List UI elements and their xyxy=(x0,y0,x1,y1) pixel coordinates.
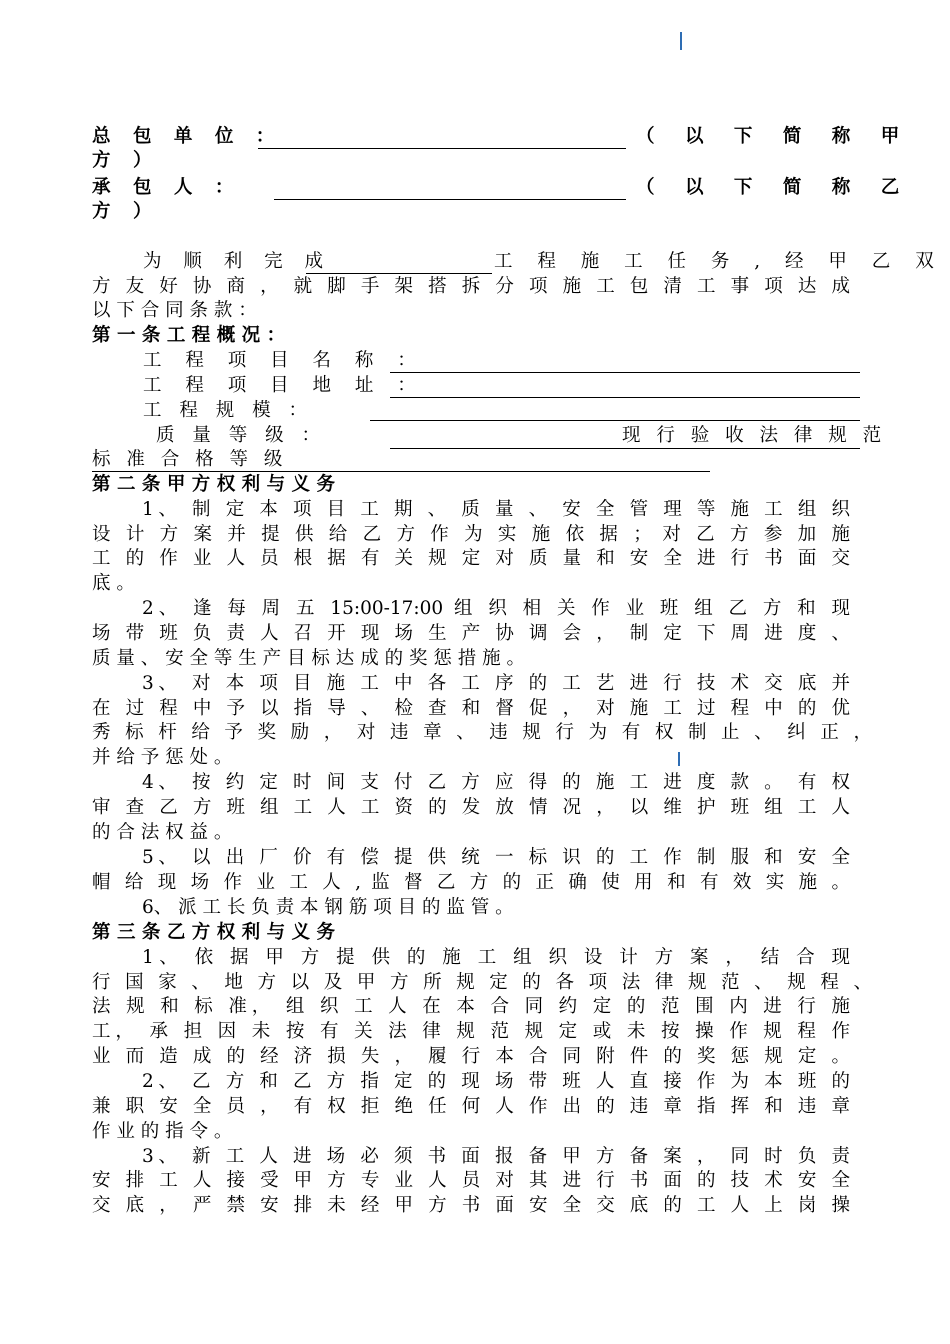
article3-title: 第 三 条 乙 方 权 利 与 义 务 xyxy=(92,922,335,943)
article2-line: 工 的 作 业 人 员 根 据 有 关 规 定 对 质 量 和 安 全 进 行 书 面 交 xyxy=(92,548,850,569)
article2-line: 质 量 、 安 全 等 生 产 目 标 达 成 的 奖 惩 措 施 。 xyxy=(92,648,525,669)
article2-line: 4、 按 约 定 时 间 支 付 乙 方 应 得 的 施 工 进 度 款 。 有 权 xyxy=(142,772,850,793)
project-scale-label: 工 程 规 模 ： xyxy=(143,400,314,421)
article2-line: 底 。 xyxy=(92,573,135,594)
contractor-field[interactable] xyxy=(258,128,626,149)
intro-line1-b: 工 程 施 工 任 务 , 经 甲 乙 双 xyxy=(494,251,944,272)
subcontractor-field[interactable] xyxy=(274,179,626,200)
article2-line: 5、 以 出 厂 价 有 偿 提 供 统 一 标 识 的 工 作 制 服 和 安 全 xyxy=(142,847,850,868)
article3-line: 法 规 和 标 准， 组 织 工 人 在 本 合 同 约 定 的 范 围 内 进 行 施 xyxy=(92,996,850,1017)
intro-line3: 以 下 合 同 条 款 ： xyxy=(92,300,257,321)
article2-line: 1、 制 定 本 项 目 工 期 、 质 量 、 安 全 管 理 等 施 工 组 织 xyxy=(142,499,850,520)
project-name-label: 工 程 项 目 名 称 ： xyxy=(143,350,425,371)
article2-line: 6、 派 工 长 负 责 本 钢 筋 项 目 的 监 管 。 xyxy=(142,897,514,918)
article1-title: 第 一 条 工 程 概 况 ： xyxy=(92,325,286,346)
article2-line: 的 合 法 权 益 。 xyxy=(92,822,233,843)
contractor-suffix: （ 以 下 简 称 甲 xyxy=(636,126,912,147)
contractor-label: 总 包 单 位 ： xyxy=(92,126,283,147)
article2-title: 第 二 条 甲 方 权 利 与 义 务 xyxy=(92,474,335,495)
article3-line: 行 国 家 、 地 方 以 及 甲 方 所 规 定 的 各 项 法 律 规 范 、 规 程 、 xyxy=(92,972,872,993)
article3-line: 作 业 的 指 令 。 xyxy=(92,1121,233,1142)
article3-line: 兼 职 安 全 员 ， 有 权 拒 绝 任 何 人 作 出 的 违 章 指 挥 和 违 章 xyxy=(92,1096,850,1117)
subcontractor-suffix-2: 方 ） xyxy=(92,201,160,222)
article2-line: 审 查 乙 方 班 组 工 人 工 资 的 发 放 情 况 ， 以 维 护 班 组 工 人 xyxy=(92,797,850,818)
quality-level-value: 现 行 验 收 法 律 规 范 xyxy=(622,425,887,446)
article3-line: 2、 乙 方 和 乙 方 指 定 的 现 场 带 班 人 直 接 作 为 本 班 的 xyxy=(142,1071,850,1092)
article3-line: 3、 新 工 人 进 场 必 须 书 面 报 备 甲 方 备 案 ， 同 时 负 责 xyxy=(142,1146,850,1167)
quality-level-label: 质 量 等 级 ： xyxy=(156,425,327,446)
article2-line: 3、 对 本 项 目 施 工 中 各 工 序 的 工 艺 进 行 技 术 交 底 并 xyxy=(142,673,850,694)
intro-line1-a: 为 顺 利 完 成 xyxy=(143,251,332,272)
subcontractor-suffix: （ 以 下 简 称 乙 xyxy=(636,177,912,198)
project-name-field[interactable] xyxy=(390,352,860,373)
quality-level-value-2: 标 准 合 格 等 级 xyxy=(92,449,288,470)
project-address-field[interactable] xyxy=(390,377,860,398)
article3-line: 工， 承 担 因 未 按 有 关 法 律 规 范 规 定 或 未 按 操 作 规 程 作 xyxy=(92,1021,850,1042)
article3-line: 安 排 工 人 接 受 甲 方 专 业 人 员 对 其 进 行 书 面 的 技 术 安 全 xyxy=(92,1170,850,1191)
article2-line: 并 给 予 惩 处 。 xyxy=(92,747,233,768)
project-address-label: 工 程 项 目 地 址 ： xyxy=(143,375,425,396)
quality-level-field-2[interactable] xyxy=(92,451,710,472)
subcontractor-label: 承 包 人 ： xyxy=(92,177,242,198)
article2-line: 帽 给 现 场 作 业 工 人 , 监 督 乙 方 的 正 确 使 用 和 有 效 实 施 。 xyxy=(92,872,850,893)
article3-line: 业 而 造 成 的 经 济 损 失 ， 履 行 本 合 同 附 件 的 奖 惩 规 定 。 xyxy=(92,1046,850,1067)
intro-line2: 方 友 好 协 商 ， 就 脚 手 架 搭 拆 分 项 施 工 包 清 工 事 项 达 成 xyxy=(92,276,850,297)
article2-line: 2、 逢 每 周 五 15:00-17:00 组 织 相 关 作 业 班 组 乙 方 和 现 xyxy=(142,598,850,619)
article3-line: 交 底 ， 严 禁 安 排 未 经 甲 方 书 面 安 全 交 底 的 工 人 上 岗 操 xyxy=(92,1195,850,1216)
project-scale-field[interactable] xyxy=(370,400,860,421)
contractor-suffix-2: 方 ） xyxy=(92,150,160,171)
article2-line: 在 过 程 中 予 以 指 导 、 检 查 和 督 促 ， 对 施 工 过 程 中 的 优 xyxy=(92,698,850,719)
article2-line: 设 计 方 案 并 提 供 给 乙 方 作 为 实 施 依 据 ； 对 乙 方 参 加 施 xyxy=(92,524,850,545)
project-name-blank[interactable] xyxy=(306,253,492,274)
article2-line: 场 带 班 负 责 人 召 开 现 场 生 产 协 调 会 ， 制 定 下 周 进 度 、 xyxy=(92,623,850,644)
article3-line: 1、 依 据 甲 方 提 供 的 施 工 组 织 设 计 方 案 ， 结 合 现 xyxy=(142,947,850,968)
text-cursor-top xyxy=(680,32,682,50)
article2-line: 秀 标 杆 给 予 奖 励 ， 对 违 章 、 违 规 行 为 有 权 制 止 、 纠 正 ， xyxy=(92,722,872,743)
